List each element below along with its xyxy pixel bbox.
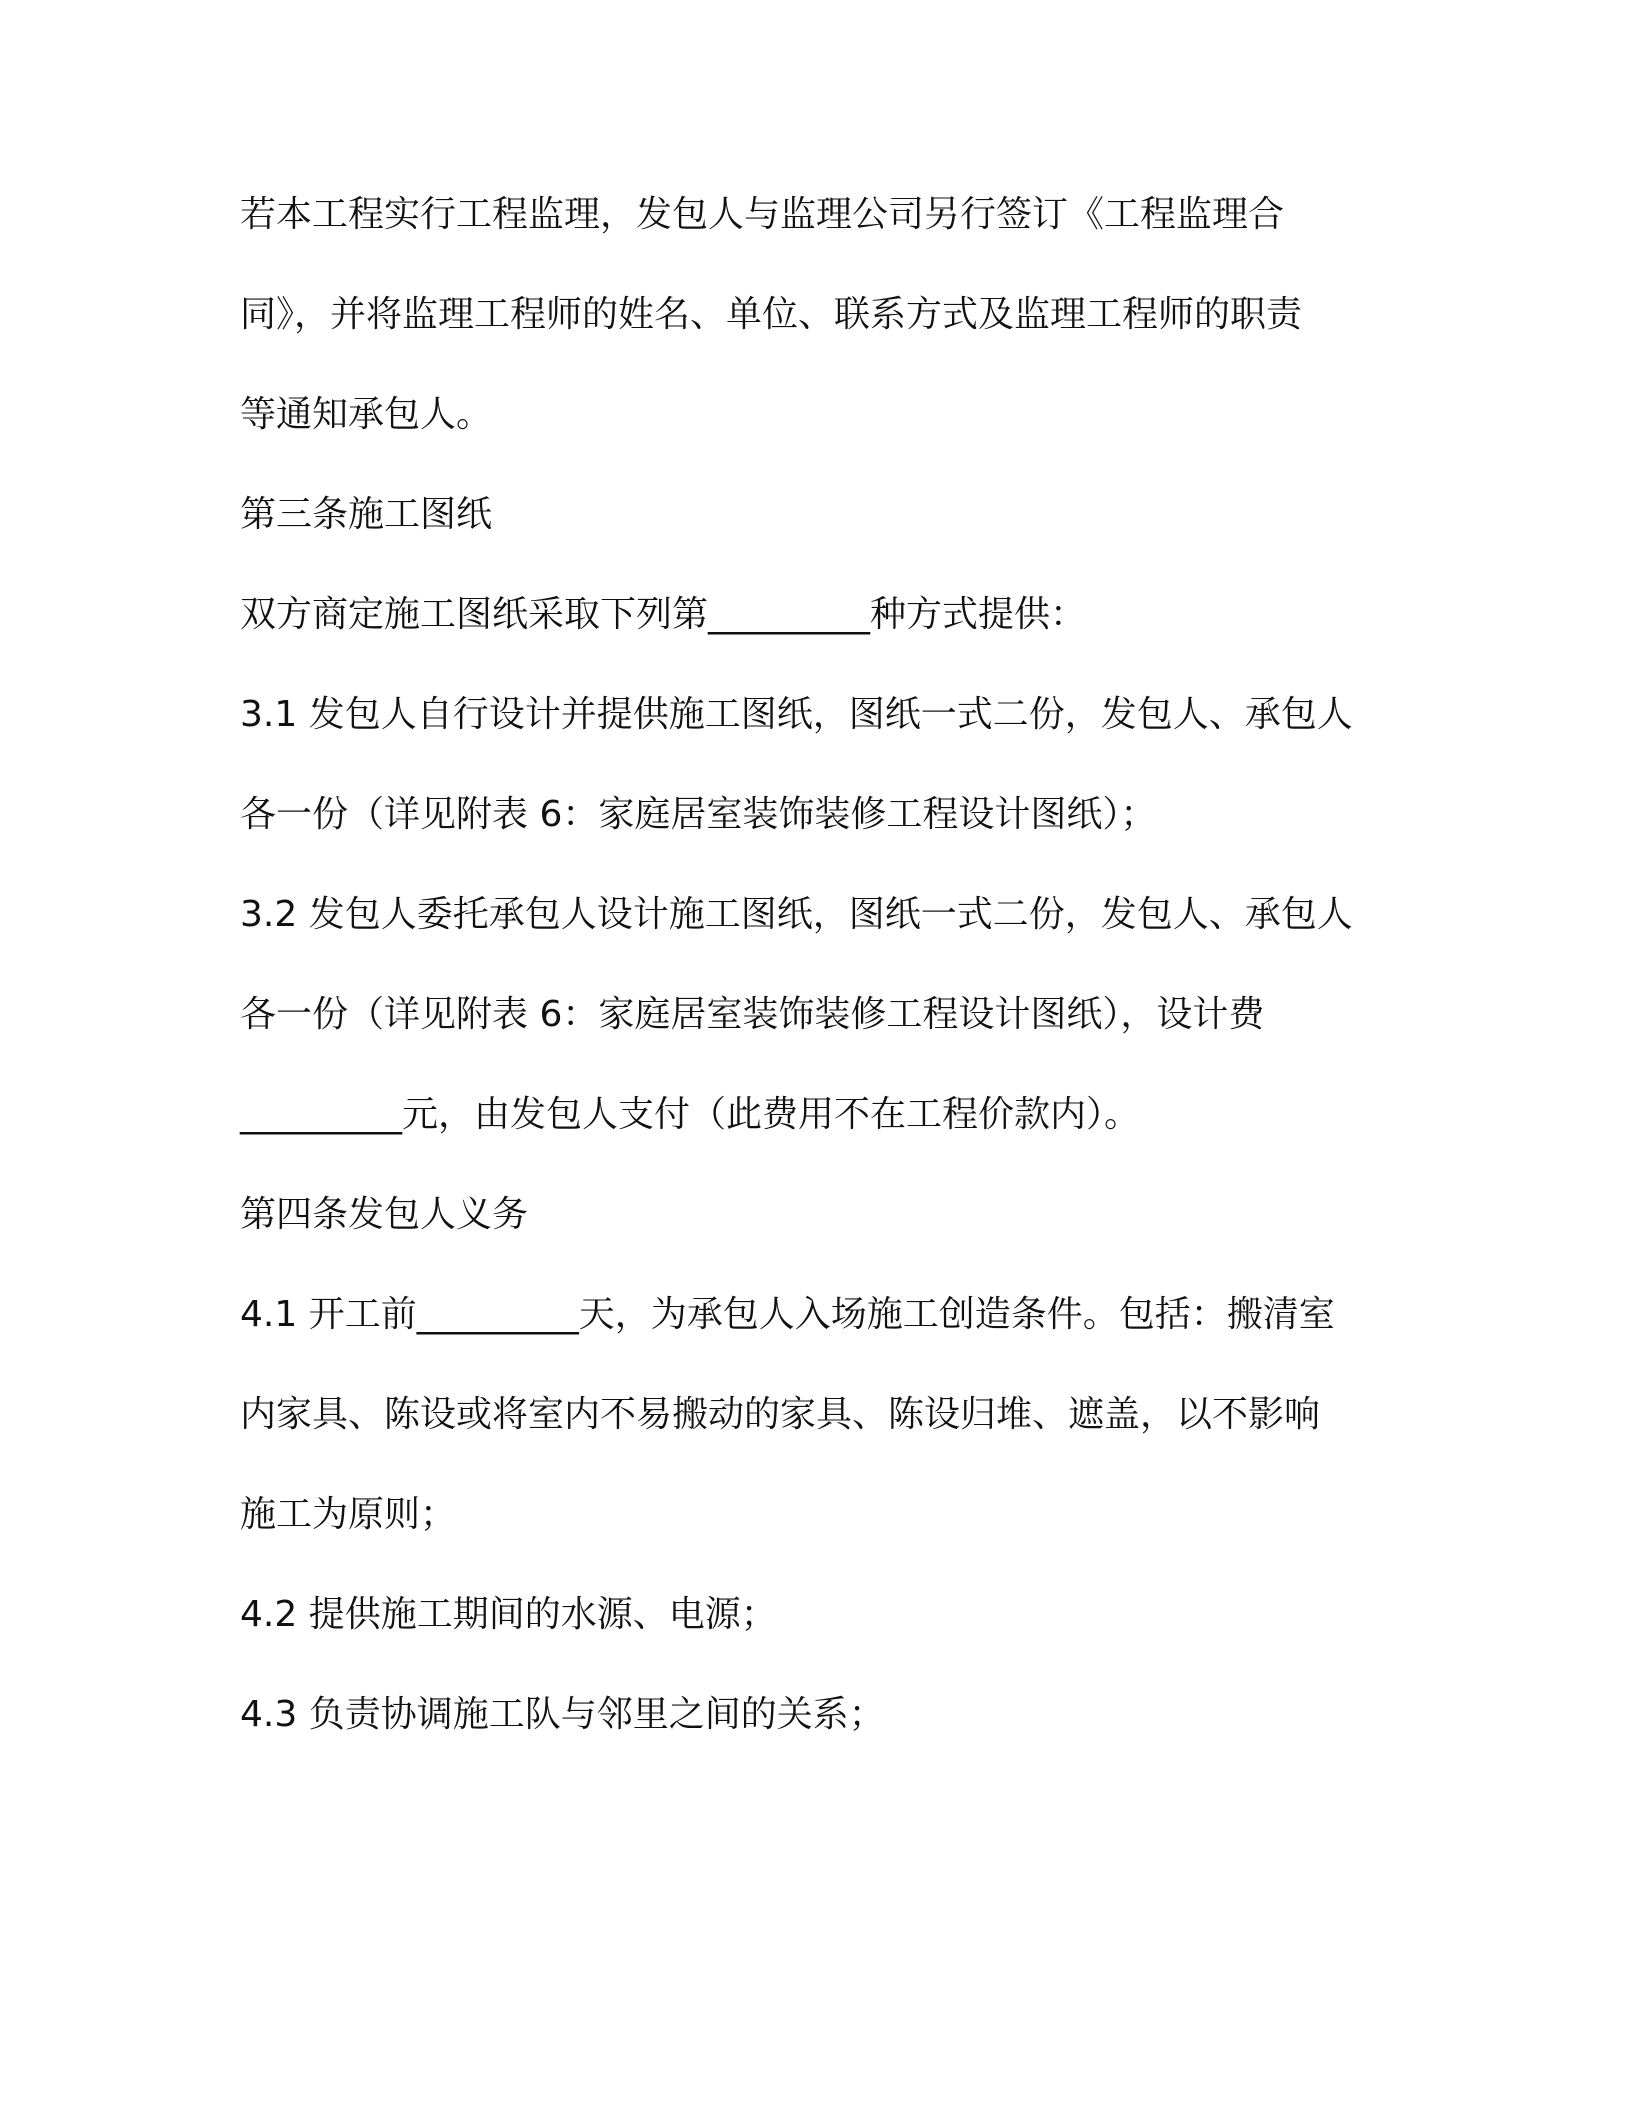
clause-3-2-line-3: _________元，由发包人支付（此费用不在工程价款内）。 [240, 1094, 1141, 1135]
clause-4-2: 4.2 提供施工期间的水源、电源； [240, 1594, 777, 1635]
paragraph-line-1: 若本工程实行工程监理，发包人与监理公司另行签订《工程监理合 [240, 194, 1285, 235]
clause-4-1-line-2: 内家具、陈设或将室内不易搬动的家具、陈设归堆、遮盖，以不影响 [240, 1394, 1321, 1435]
clause-4-3: 4.3 负责协调施工队与邻里之间的关系； [240, 1694, 885, 1735]
clause-3-2-line-2: 各一份（详见附表 6：家庭居室装饰装修工程设计图纸），设计费 [240, 994, 1265, 1035]
paragraph-line-2: 同》，并将监理工程师的姓名、单位、联系方式及监理工程师的职责 [240, 294, 1303, 335]
clause-4-1-line-3: 施工为原则； [240, 1494, 457, 1535]
paragraph-line-3: 等通知承包人。 [240, 394, 493, 435]
clause-3-1-line-2: 各一份（详见附表 6：家庭居室装饰装修工程设计图纸）； [240, 794, 1157, 835]
clause-3-1-line-1: 3.1 发包人自行设计并提供施工图纸，图纸一式二份，发包人、承包人 [240, 694, 1353, 735]
clause-4-1-line-1: 4.1 开工前_________天，为承包人入场施工创造条件。包括：搬清室 [240, 1294, 1335, 1335]
clause-3-2-line-1: 3.2 发包人委托承包人设计施工图纸，图纸一式二份，发包人、承包人 [240, 894, 1353, 935]
section-heading-4: 第四条发包人义务 [240, 1194, 529, 1235]
paragraph-line-5: 双方商定施工图纸采取下列第_________种方式提供： [240, 594, 1087, 635]
section-heading-3: 第三条施工图纸 [240, 494, 493, 535]
